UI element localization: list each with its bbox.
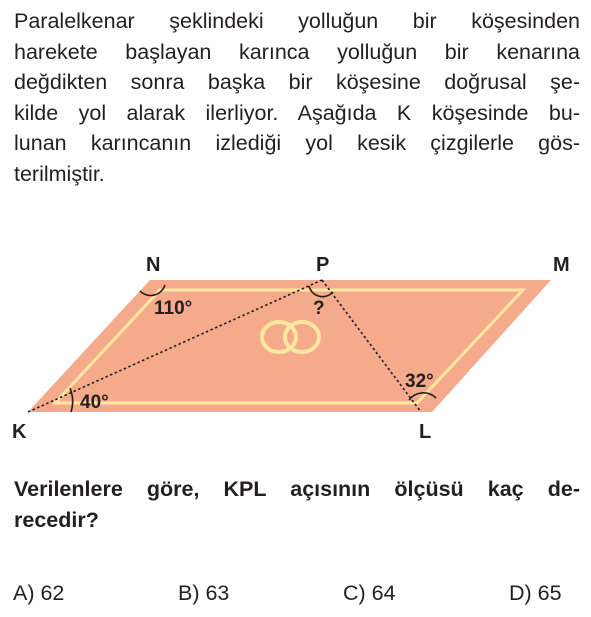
- angle-label-k: 40°: [80, 392, 109, 413]
- angle-label-p: ?: [313, 298, 325, 319]
- figure-svg: [0, 240, 591, 450]
- problem-line-5: lunan karıncanın izlediği yol kesik çizgilerle gös-: [14, 131, 580, 155]
- problem-line-4: kilde yol alarak ilerliyor. Aşağıda K köşesinde bu-: [14, 100, 580, 125]
- answer-choices: [0, 581, 591, 611]
- problem-line-6: terilmiştir.: [14, 161, 105, 186]
- choice-b[interactable]: B) 63: [178, 581, 230, 605]
- parallelogram-rug-figure: [0, 240, 591, 450]
- choice-a[interactable]: A) 62: [13, 581, 65, 605]
- problem-statement: [14, 6, 580, 189]
- angle-label-l: 32°: [405, 371, 434, 392]
- vertex-label-k: K: [12, 421, 27, 443]
- vertex-label-p: P: [316, 254, 330, 276]
- problem-line-1: Paralelkenar şeklindeki yolluğun bir köşesinden: [14, 9, 580, 33]
- question-line-2: recedir?: [14, 508, 99, 532]
- question-line-1: Verilenlere göre, KPL açısının ölçüsü kaç de-: [14, 477, 580, 501]
- angle-label-n: 110°: [154, 298, 193, 319]
- vertex-label-n: N: [146, 254, 161, 276]
- problem-line-3: değdikten sonra başka bir köşesine doğrusal şe-: [14, 70, 580, 94]
- choice-c[interactable]: C) 64: [343, 581, 396, 605]
- choice-d[interactable]: D) 65: [509, 581, 562, 605]
- vertex-label-m: M: [553, 254, 570, 276]
- problem-line-2: harekete başlayan karınca yolluğun bir kenarına: [14, 39, 580, 64]
- question-text: [14, 474, 580, 536]
- vertex-label-l: L: [419, 421, 432, 443]
